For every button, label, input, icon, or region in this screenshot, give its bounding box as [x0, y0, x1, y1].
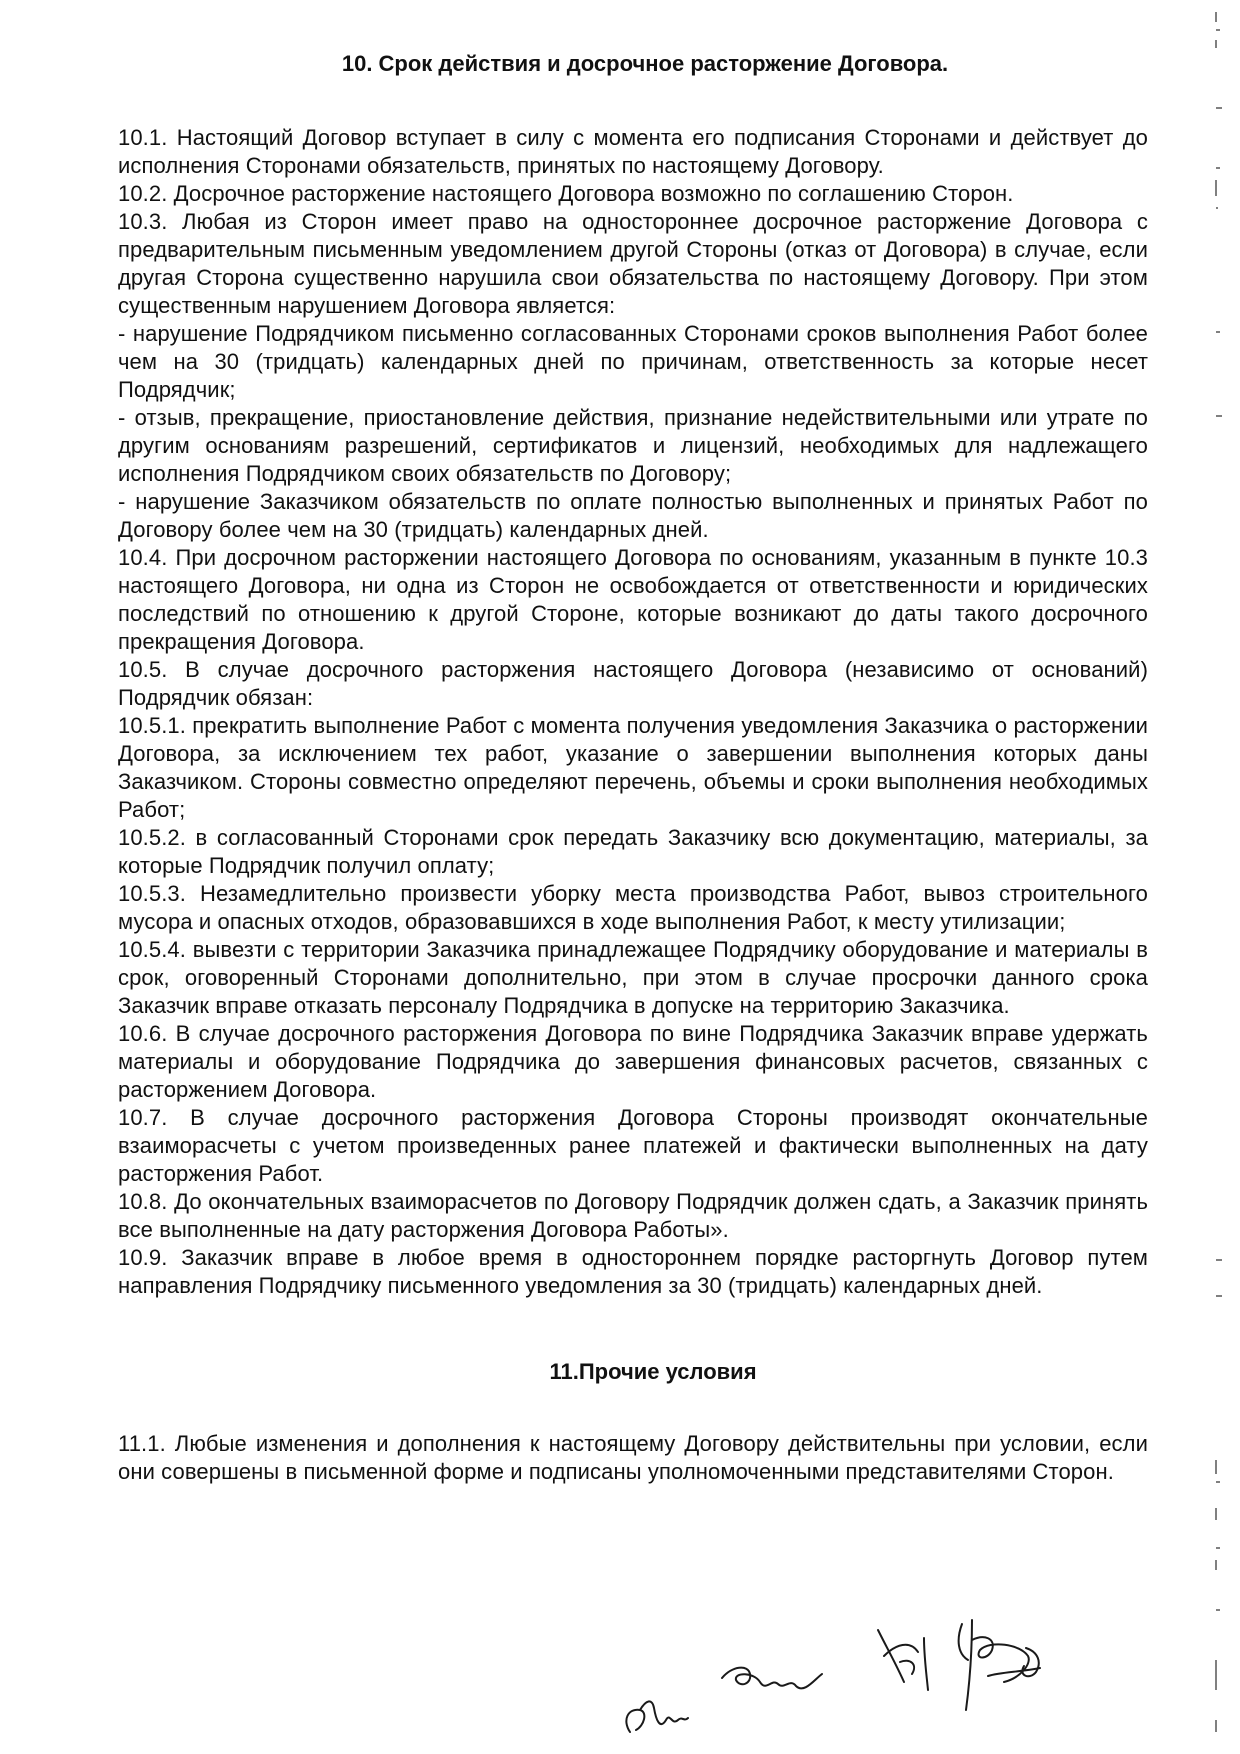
- clause-10-5-4: 10.5.4. вывезти с территории Заказчика принадлежащее Подрядчику оборудование и материалы в срок, оговоренный Сторонами дополнительно, при этом в случае просрочки данного срока Заказчик вправе отказать персоналу Подрядчика в допуске на территорию Заказчика.: [118, 937, 1148, 1018]
- document-body: [118, 50, 1148, 1486]
- clause-10-3-item-3: - нарушение Заказчиком обязательств по оплате полностью выполненных и принятых Работ по Договору более чем на 30 (тридцать) календарных дней.: [118, 489, 1148, 542]
- signatures-area: [600, 1560, 1200, 1750]
- scan-margin-marks: [1212, 0, 1232, 1754]
- clause-10-6: 10.6. В случае досрочного расторжения Договора по вине Подрядчика Заказчик вправе удержать материалы и оборудование Подрядчика до завершения финансовых расчетов, связанных с расторжением Договора.: [118, 1021, 1148, 1102]
- clause-10-1: 10.1. Настоящий Договор вступает в силу с момента его подписания Сторонами и действует до исполнения Сторонами обязательств, принятых по настоящему Договору.: [118, 125, 1148, 178]
- clause-10-5-2: 10.5.2. в согласованный Сторонами срок передать Заказчику всю документацию, материалы, за которые Подрядчик получил оплату;: [118, 825, 1148, 878]
- clause-10-3-item-1: - нарушение Подрядчиком письменно согласованных Сторонами сроков выполнения Работ более чем на 30 (тридцать) календарных дней по причинам, ответственность за которые несет Подрядчик;: [118, 321, 1148, 402]
- section-11-heading: 11.Прочие условия: [549, 1359, 757, 1384]
- clause-11-1: 11.1. Любые изменения и дополнения к настоящему Договору действительны при условии, если они совершены в письменной форме и подписаны уполномоченными представителями Сторон.: [118, 1431, 1148, 1484]
- clause-10-5-3: 10.5.3. Незамедлительно произвести уборку места производства Работ, вывоз строительного мусора и опасных отходов, образовавшихся в ходе выполнения Работ, к месту утилизации;: [118, 881, 1148, 934]
- signature-2: [722, 1668, 822, 1689]
- clause-10-7: 10.7. В случае досрочного расторжения Договора Стороны производят окончательные взаиморасчеты с учетом произведенных ранее платежей и фактически выполненных на дату расторжения Работ.: [118, 1105, 1148, 1186]
- signature-1: [626, 1701, 688, 1732]
- clause-10-8: 10.8. До окончательных взаиморасчетов по Договору Подрядчик должен сдать, а Заказчик принять все выполненные на дату расторжения Договора Работы».: [118, 1189, 1148, 1242]
- section-10-heading: 10. Срок действия и досрочное расторжение Договора.: [341, 51, 949, 76]
- clause-10-3-item-2: - отзыв, прекращение, приостановление действия, признание недействительными или утрате по другим основаниям разрешений, сертификатов и лицензий, необходимых для надлежащего исполнения Подрядчиком своих обязательств по Договору;: [118, 405, 1148, 486]
- signature-4: [959, 1620, 1039, 1710]
- signature-3: [878, 1630, 928, 1690]
- clause-10-3: 10.3. Любая из Сторон имеет право на одностороннее досрочное расторжение Договора с предварительным письменным уведомлением другой Стороны (отказ от Договора) в случае, если другая Сторона существенно нарушила свои обязательства по настоящему Договору. При этом существенным нарушением Договора является:: [118, 209, 1148, 318]
- clause-10-2: 10.2. Досрочное расторжение настоящего Договора возможно по соглашению Сторон.: [118, 181, 1014, 206]
- clause-10-4: 10.4. При досрочном расторжении настоящего Договора по основаниям, указанным в пункте 10.3 настоящего Договора, ни одна из Сторон не освобождается от ответственности и юридических последствий по отношению к другой Стороне, которые возникают до даты такого досрочного прекращения Договора.: [118, 545, 1148, 654]
- clause-10-5-1: 10.5.1. прекратить выполнение Работ с момента получения уведомления Заказчика о расторжении Договора, за исключением тех работ, указание о завершении выполнения которых даны Заказчиком. Стороны совместно определяют перечень, объемы и сроки выполнения необходимых Работ;: [118, 713, 1148, 822]
- clause-10-5: 10.5. В случае досрочного расторжения настоящего Договора (независимо от оснований) Подрядчик обязан:: [118, 657, 1148, 710]
- clause-10-9: 10.9. Заказчик вправе в любое время в одностороннем порядке расторгнуть Договор путем направления Подрядчику письменного уведомления за 30 (тридцать) календарных дней.: [118, 1245, 1148, 1298]
